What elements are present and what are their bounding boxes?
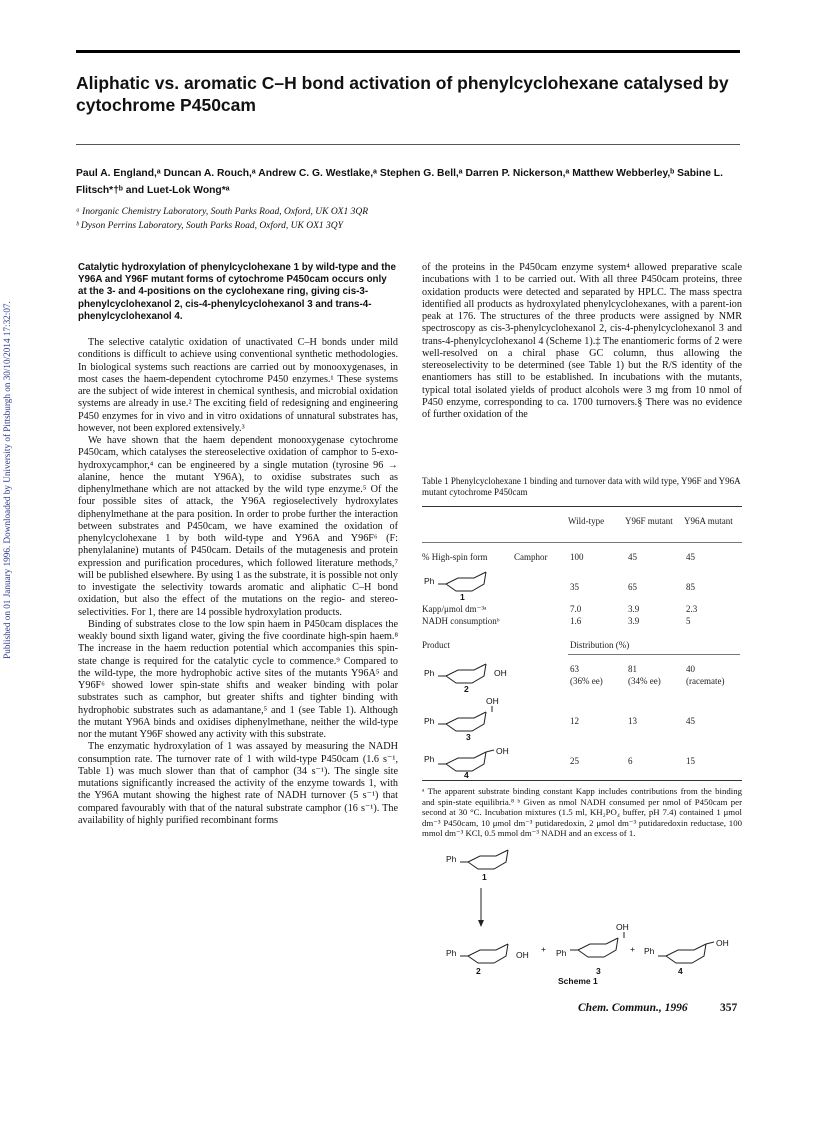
left-column bbox=[78, 262, 398, 827]
product4-wild-type: 25 bbox=[570, 756, 579, 766]
cyclohexane-ring-icon bbox=[438, 570, 510, 596]
affiliation-2: ᵇ Dyson Perrins Laboratory, South Parks Road, Oxford, UK OX1 3QY bbox=[76, 221, 343, 231]
download-watermark-text: Published on 01 January 1996. Downloaded by University of Pittsburgh on 30/10/2014 17:32:07. bbox=[2, 301, 12, 659]
product2-ee-y96f: (34% ee) bbox=[628, 676, 661, 686]
hydroxyl-label: OH bbox=[516, 950, 529, 960]
table-footnote: ᵃ The apparent substrate binding constant Kapp includes contributions from the binding and spin-state equilibria.⁸ ᵇ Given as nmol NADH consumed per nmol of P450cam per second at 30 °C. Incubation mixtures (1.5 ml, KH₂PO₄ buffer, pH 7.4) contained 1 μmol dm⁻³ P450cam, 10 μmol dm⁻³ putidaredoxin, 2 μmol dm⁻³ putidaredoxin reductase, 100 mmol dm⁻³ KCl, 0.5 mmol dm⁻³ NADH and an excess of 1. bbox=[422, 786, 742, 839]
phenyl-label: Ph bbox=[644, 946, 655, 956]
col-header-y96a: Y96A mutant bbox=[684, 516, 733, 526]
hydroxyl-label: OH bbox=[496, 746, 509, 756]
phenyl-label: Ph bbox=[556, 948, 567, 958]
phenyl-label: Ph bbox=[446, 948, 457, 958]
compound-number: 3 bbox=[466, 732, 471, 742]
distribution-rule bbox=[568, 654, 740, 655]
high-spin-label: % High-spin form bbox=[422, 552, 488, 562]
col-header-wild-type: Wild-type bbox=[568, 516, 605, 526]
scheme-separator: + bbox=[630, 944, 635, 954]
product2-y96f: 81 bbox=[628, 664, 637, 674]
paragraph-2: We have shown that the haem dependent monooxygenase cytochrome P450cam, which catalyses the stereoselective oxidation of camphor to 5-exo-hydroxycamphor,⁴ can be engineered by a single mutation (tyrosine 96 → alanine, hence the mutant Y96A), to oxidise substrates such as diphenylmethane which are not attacked by the wild type enzyme.⁵ Of the four possible sites of attack, the Y96A regioselectively hydroxylates diphenylmethane at the para position. In order to probe further the interaction between substrates and P450cam, we have examined the oxidation of phenylcyclohexane 1 by both wild-type and Y96A and Y96F⁶ (F: phenylalanine) mutants of P450cam. Details of the mutagenesis and protein expression and purification procedures, which followed literature methods,⁷ will be published elsewhere. By using 1 as the substrate, it is possible not only to investigate the selectivity towards aromatic and aliphatic C–H bond oxidation, but also the effect of the mutations on the regio- and stereo-selectivities. For 1, there are 14 possible hydroxylation products. bbox=[78, 435, 398, 618]
paragraph-1: The selective catalytic oxidation of unactivated C–H bonds under mild conditions is difficult to achieve using conventional synthetic methodologies. In biological systems such reactions are carried out by monooxygenases, in most cases the haem-dependent cytochrome P450 enzymes.¹ These systems are the subject of wide interest in chemical synthesis, and microbial oxidation systems are already in use.² The exciting field of redesigning and engineering P450 enzymes for in vivo and in vitro oxidations of unnatural substrates has, however, not been explored extensively.³ bbox=[78, 337, 398, 434]
compound-number: 4 bbox=[464, 770, 469, 780]
product2-ee-y96a: (racemate) bbox=[686, 676, 725, 686]
compound1-y96f: 65 bbox=[628, 582, 637, 592]
product3-wild-type: 12 bbox=[570, 716, 579, 726]
download-watermark bbox=[0, 250, 16, 710]
title-divider bbox=[76, 144, 740, 145]
compound-number: 3 bbox=[596, 966, 601, 976]
hydroxyl-label: OH bbox=[716, 938, 729, 948]
compound-number: 2 bbox=[476, 966, 481, 976]
page-number: 357 bbox=[720, 1002, 738, 1014]
journal-citation: Chem. Commun., 1996 bbox=[578, 1002, 688, 1014]
table-bottom-rule bbox=[422, 780, 742, 781]
product3-y96f: 13 bbox=[628, 716, 637, 726]
table-header-rule bbox=[422, 542, 742, 543]
camphor-y96f: 45 bbox=[628, 552, 637, 562]
table-caption: Table 1 Phenylcyclohexane 1 binding and turnover data with wild type, Y96F and Y96A mutant cytochrome P450cam bbox=[422, 476, 741, 497]
product2-ee-wild-type: (36% ee) bbox=[570, 676, 603, 686]
compound-number: 1 bbox=[460, 592, 465, 602]
compound-number: 1 bbox=[482, 872, 487, 882]
abstract: Catalytic hydroxylation of phenylcyclohexane 1 by wild-type and the Y96A and Y96F mutant forms of cytochrome P450cam occurs only at the 3- and 4-positions on the cyclohexane ring, giving cis-3-phenylcyclohexanol 2, cis-4-phenylcyclohexanol 3 and trans-4-phenylcyclohexanol 4. bbox=[78, 262, 396, 322]
reaction-arrow-icon bbox=[476, 888, 486, 928]
compound1-wild-type: 35 bbox=[570, 582, 579, 592]
article-title: Aliphatic vs. aromatic C–H bond activation of phenylcyclohexane catalysed by cytochrome P450cam bbox=[76, 73, 729, 115]
kapp-y96a: 2.3 bbox=[686, 604, 698, 614]
paragraph-4: The enzymatic hydroxylation of 1 was assayed by measuring the NADH consumption rate. The turnover rate of 1 with wild-type P450cam (1.6 s⁻¹, Table 1) was much slower than that of camphor (34 s⁻¹). The single site mutations significantly increased the activity of the enzyme towards 1, with the Y96A mutant showing the highest rate of NADH turnover (5 s⁻¹) that compared favourably with that of the natural substrate camphor (16 s⁻¹). The availability of highly purified recombinant forms bbox=[78, 741, 398, 826]
compound-number: 2 bbox=[464, 684, 469, 694]
nadh-y96a: 5 bbox=[686, 616, 691, 626]
hydroxyl-label: OH bbox=[486, 696, 499, 706]
right-column bbox=[422, 262, 742, 421]
cyclohexane-ring-icon bbox=[460, 848, 532, 874]
paragraph-5: of the proteins in the P450cam enzyme system⁴ allowed preparative scale incubations with 1 to be carried out. With all three P450cam proteins, three oxidation products were detected and separated by HPLC. The mass spectra identified all products as hydroxylated phenylcyclohexanes, with a parent-ion peak at 176. The structures of the three products were assigned by NMR spectroscopy as cis-3-phenylcyclohexanol 2, cis-4-phenylcyclohexanol 3 and trans-4-phenylcyclohexanol 4 (Scheme 1).‡ The enantiomeric forms of 2 were well-resolved on a chiral phase GC column, thus allowing the stereoselectivity to be determined (see Table 1) but the R/S identity of the enantiomers has still to be established. In incubations with the mutants, typical total isolated yields of product alcohols were 3 mg from 10 nmol of P450 enzyme, corresponding to ca. 1700 turnovers.§ There was no evidence of further oxidation of the bbox=[422, 262, 742, 420]
hydroxyl-label: OH bbox=[494, 668, 507, 678]
phenyl-label: Ph bbox=[424, 754, 435, 764]
product3-y96a: 45 bbox=[686, 716, 695, 726]
table-top-rule bbox=[422, 506, 742, 507]
scheme-caption: Scheme 1 bbox=[558, 976, 598, 986]
hydroxyl-label: OH bbox=[616, 922, 629, 932]
top-rule bbox=[76, 50, 740, 53]
phenyl-label: Ph bbox=[424, 576, 435, 586]
product4-y96f: 6 bbox=[628, 756, 633, 766]
paragraph-3: Binding of substrates close to the low spin haem in P450cam displaces the weakly bound sixth ligand water, giving the five coordinate high-spin haem.⁸ The increase in the haem reduction potential which accompanies this spin-state change is required for the catalytic cycle to commence.⁹ Compared to the wild-type, the more hydrophobic active sites of the mutants Y96A⁵ and Y96F⁶ showed lower spin-state shifts and weaker binding with polar substrates such as camphor, but greater shifts and tighter binding with hydrophobic substrates such as adamantane,⁵ and 1 (see Table 1). Although the mutant Y96A binds and oxidises diphenylmethane, neither the wild-type nor the mutant Y96F showed any activity with this substrate. bbox=[78, 618, 398, 741]
camphor-wild-type: 100 bbox=[570, 552, 584, 562]
product4-y96a: 15 bbox=[686, 756, 695, 766]
scheme-separator: + bbox=[541, 944, 546, 954]
author-list: Paul A. England,ᵃ Duncan A. Rouch,ᵃ Andrew C. G. Westlake,ᵃ Stephen G. Bell,ᵃ Darren P. Nickerson,ᵃ Matthew Webberley,ᵇ Sabine L. Flitsch*†ᵇ and Luet-Lok Wong*ᵃ bbox=[76, 168, 723, 196]
compound1-y96a: 85 bbox=[686, 582, 695, 592]
product2-wild-type: 63 bbox=[570, 664, 579, 674]
phenyl-label: Ph bbox=[446, 854, 457, 864]
camphor-label: Camphor bbox=[514, 552, 548, 562]
phenyl-label: Ph bbox=[424, 716, 435, 726]
kapp-wild-type: 7.0 bbox=[570, 604, 582, 614]
product2-y96a: 40 bbox=[686, 664, 695, 674]
cyclohexane-ring-icon bbox=[438, 706, 510, 736]
compound-number: 4 bbox=[678, 966, 683, 976]
kapp-label: Kapp/μmol dm⁻³ᵃ bbox=[422, 604, 487, 614]
nadh-label: NADH consumptionᵇ bbox=[422, 616, 500, 626]
product-label: Product bbox=[422, 640, 450, 650]
affiliation-1: ᵃ Inorganic Chemistry Laboratory, South Parks Road, Oxford, UK OX1 3QR bbox=[76, 207, 369, 217]
kapp-y96f: 3.9 bbox=[628, 604, 640, 614]
phenyl-label: Ph bbox=[424, 668, 435, 678]
camphor-y96a: 45 bbox=[686, 552, 695, 562]
nadh-wild-type: 1.6 bbox=[570, 616, 582, 626]
nadh-y96f: 3.9 bbox=[628, 616, 640, 626]
col-header-y96f: Y96F mutant bbox=[625, 516, 673, 526]
distribution-label: Distribution (%) bbox=[570, 640, 630, 650]
